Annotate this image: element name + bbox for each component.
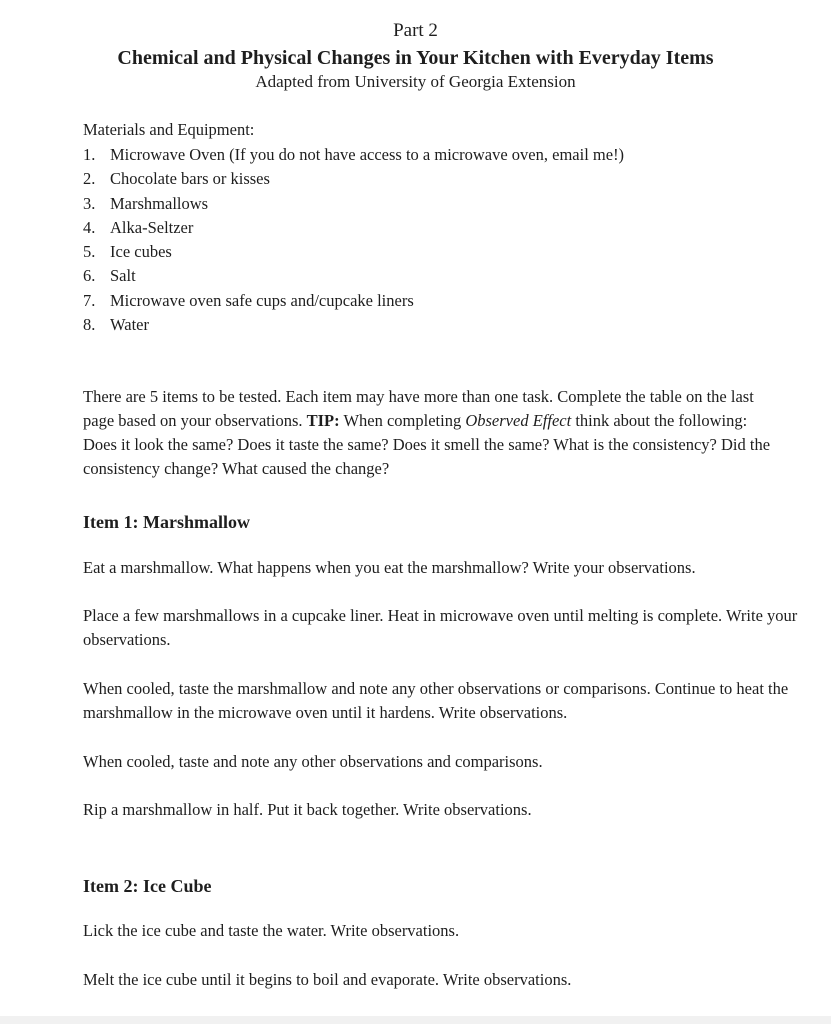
list-number: 2. xyxy=(83,169,96,189)
list-item-text: Marshmallows xyxy=(110,193,209,213)
materials-list xyxy=(83,143,624,337)
observed-effect-term: Observed Effect xyxy=(465,411,572,430)
list-item-text: Water xyxy=(110,315,149,335)
list-item xyxy=(83,216,624,240)
list-item-text: Alka-Seltzer xyxy=(110,217,194,237)
intro-paragraph xyxy=(83,385,783,481)
intro-text-1: There are 5 items to be tested. Each item may have more than one task. Complete the table on the last page based on your observations. xyxy=(83,387,754,430)
intro-text-3: think about the following: Does it look the same? Does it taste the same? Does it smell the same? What is the consistency? Did the consistency change? What caused the change? xyxy=(83,411,771,478)
list-item xyxy=(83,264,624,288)
list-item-text: Chocolate bars or kisses xyxy=(110,169,270,189)
item1-paragraph-3: When cooled, taste the marshmallow and note any other observations or comparisons. Continue to heat the marshmallow in the microwave oven until it hardens. Write observations. xyxy=(83,679,789,722)
list-item xyxy=(83,240,624,264)
item1-paragraph-5: Rip a marshmallow in half. Put it back together. Write observations. xyxy=(83,800,532,819)
list-item xyxy=(83,289,624,313)
list-item xyxy=(83,313,624,337)
item1-heading: Item 1: Marshmallow xyxy=(83,512,250,532)
item1-paragraph-4: When cooled, taste and note any other observations and comparisons. xyxy=(83,752,543,771)
intro-text-2: When completing xyxy=(339,411,466,430)
page-bottom-edge xyxy=(0,1016,831,1024)
item2-paragraph-2: Melt the ice cube until it begins to boil and evaporate. Write observations. xyxy=(83,970,572,989)
list-number: 1. xyxy=(83,145,96,164)
item2-paragraph-1: Lick the ice cube and taste the water. Write observations. xyxy=(83,921,460,940)
list-number: 6. xyxy=(83,266,96,286)
item2-heading: Item 2: Ice Cube xyxy=(83,876,212,896)
list-item-text: Microwave Oven (If you do not have access to a microwave oven, email me!) xyxy=(110,145,625,164)
list-item xyxy=(83,143,624,167)
part-label: Part 2 xyxy=(393,20,438,41)
list-item xyxy=(83,167,624,191)
document-subtitle: Adapted from University of Georgia Extension xyxy=(255,72,576,91)
list-number: 4. xyxy=(83,217,96,237)
materials-heading: Materials and Equipment: xyxy=(83,120,255,139)
list-item xyxy=(83,192,624,216)
list-number: 5. xyxy=(83,242,96,262)
item1-paragraph-2: Place a few marshmallows in a cupcake liner. Heat in microwave oven until melting is complete. Write your observations. xyxy=(83,606,798,649)
list-number: 3. xyxy=(83,193,96,213)
item1-paragraph-1: Eat a marshmallow. What happens when you eat the marshmallow? Write your observations. xyxy=(83,558,696,577)
list-item-text: Salt xyxy=(110,266,136,286)
document-title: Chemical and Physical Changes in Your Kitchen with Everyday Items xyxy=(117,47,714,69)
list-number: 8. xyxy=(83,315,96,335)
list-item-text: Ice cubes xyxy=(110,242,172,262)
tip-label: TIP: xyxy=(306,411,340,430)
list-number: 7. xyxy=(83,290,96,310)
list-item-text: Microwave oven safe cups and/cupcake liners xyxy=(110,290,414,310)
